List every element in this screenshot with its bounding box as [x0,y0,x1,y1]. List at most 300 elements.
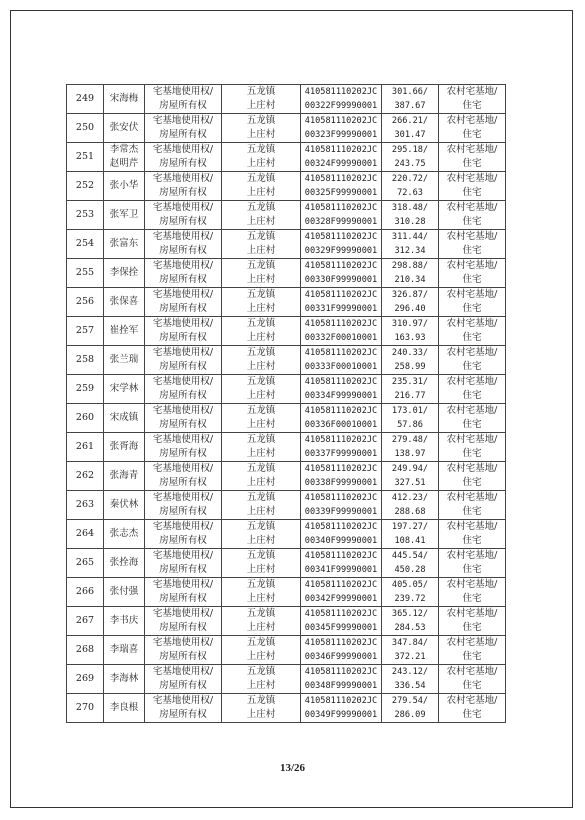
unit-code-cell-line: 410581110202JC [304,464,378,474]
land-use-cell-line: 农村宅基地/ [446,376,498,387]
record-number-cell: 254 [67,230,104,259]
unit-code-cell-line: 00340F99990001 [304,536,378,546]
land-use-cell [439,375,506,404]
location-cell-line: 五龙镇 [246,463,276,474]
area-cell-line: 312.34 [394,246,426,256]
right-type-cell-line: 房屋所有权 [159,564,207,575]
location-cell [222,433,301,462]
area-cell [382,549,439,578]
land-use-cell [439,172,506,201]
right-type-cell-line: 宅基地使用权/ [152,260,214,271]
right-type-cell-line: 房屋所有权 [159,419,207,430]
holder-name-cell-line: 宋成镇 [109,412,139,423]
holder-name-cell-line: 宋学林 [109,383,139,394]
unit-code-cell-line: 410581110202JC [304,348,378,358]
unit-code-cell-line: 00334F99990001 [304,391,378,401]
area-cell-line: 412.23/ [391,493,429,503]
right-type-cell-line: 宅基地使用权/ [152,347,214,358]
location-cell-line: 上庄村 [246,651,276,662]
location-cell-line: 五龙镇 [246,86,276,97]
location-cell-line: 五龙镇 [246,318,276,329]
land-use-cell-line: 住宅 [462,506,482,517]
location-cell-line: 五龙镇 [246,666,276,677]
right-type-cell-line: 宅基地使用权/ [152,434,214,445]
location-cell-line: 五龙镇 [246,289,276,300]
location-cell-line: 五龙镇 [246,173,276,184]
holder-name-cell-line: 张富东 [109,238,139,249]
area-cell [382,201,439,230]
area-cell-line: 235.31/ [391,377,429,387]
record-number-cell: 268 [67,636,104,665]
area-cell [382,520,439,549]
table-row [67,433,506,462]
unit-code-cell-line: 410581110202JC [304,435,378,445]
right-type-cell [145,346,222,375]
area-cell [382,288,439,317]
land-use-cell-line: 住宅 [462,448,482,459]
area-cell [382,317,439,346]
unit-code-cell [301,288,382,317]
right-type-cell-line: 房屋所有权 [159,390,207,401]
holder-name-cell-line: 张兰瑞 [109,354,139,365]
location-cell-line: 五龙镇 [246,144,276,155]
land-use-cell-line: 农村宅基地/ [446,347,498,358]
unit-code-cell [301,172,382,201]
right-type-cell-line: 宅基地使用权/ [152,202,214,213]
right-type-cell [145,317,222,346]
unit-code-cell [301,143,382,172]
land-use-cell-line: 农村宅基地/ [446,608,498,619]
right-type-cell-line: 房屋所有权 [159,709,207,720]
table-row [67,462,506,491]
holder-name-cell-line: 李瑞喜 [109,644,139,655]
land-use-cell-line: 住宅 [462,564,482,575]
land-use-cell [439,201,506,230]
unit-code-cell-line: 410581110202JC [304,145,378,155]
location-cell-line: 上庄村 [246,187,276,198]
unit-code-cell-line: 00330F99990001 [304,275,378,285]
table-row [67,520,506,549]
land-use-cell-line: 住宅 [462,361,482,372]
location-cell-line: 上庄村 [246,390,276,401]
unit-code-cell-line: 410581110202JC [304,580,378,590]
unit-code-cell-line: 410581110202JC [304,638,378,648]
record-number-cell: 250 [67,114,104,143]
holder-name-cell [104,665,145,694]
area-cell-line: 216.77 [394,391,426,401]
table-row [67,172,506,201]
holder-name-cell-line: 李常杰 [109,144,139,155]
location-cell-line: 上庄村 [246,709,276,720]
holder-name-cell [104,491,145,520]
location-cell-line: 五龙镇 [246,521,276,532]
holder-name-cell [104,201,145,230]
right-type-cell [145,549,222,578]
right-type-cell [145,172,222,201]
area-cell-line: 279.48/ [391,435,429,445]
land-use-cell-line: 农村宅基地/ [446,115,498,126]
area-cell [382,375,439,404]
land-use-cell-line: 农村宅基地/ [446,144,498,155]
right-type-cell-line: 房屋所有权 [159,622,207,633]
land-use-cell-line: 农村宅基地/ [446,86,498,97]
record-number-cell: 249 [67,85,104,114]
right-type-cell-line: 宅基地使用权/ [152,550,214,561]
record-number-cell: 263 [67,491,104,520]
right-type-cell [145,462,222,491]
table-row [67,85,506,114]
right-type-cell-line: 房屋所有权 [159,361,207,372]
unit-code-cell [301,375,382,404]
unit-code-cell [301,317,382,346]
right-type-cell-line: 宅基地使用权/ [152,695,214,706]
land-use-cell [439,462,506,491]
land-use-cell-line: 住宅 [462,187,482,198]
land-use-cell-line: 农村宅基地/ [446,231,498,242]
area-cell [382,694,439,723]
land-use-cell-line: 住宅 [462,332,482,343]
area-cell [382,259,439,288]
area-cell [382,346,439,375]
location-cell [222,259,301,288]
right-type-cell-line: 房屋所有权 [159,593,207,604]
unit-code-cell [301,636,382,665]
table-row [67,346,506,375]
unit-code-cell [301,259,382,288]
area-cell-line: 279.54/ [391,696,429,706]
area-cell [382,143,439,172]
location-cell [222,114,301,143]
table-row [67,404,506,433]
area-cell-line: 310.28 [394,217,426,227]
unit-code-cell [301,694,382,723]
table-row [67,694,506,723]
right-type-cell-line: 宅基地使用权/ [152,115,214,126]
holder-name-cell [104,607,145,636]
right-type-cell-line: 房屋所有权 [159,680,207,691]
unit-code-cell-line: 00332F00010001 [304,333,378,343]
record-number-cell: 269 [67,665,104,694]
area-cell-line: 310.97/ [391,319,429,329]
table-row [67,578,506,607]
area-cell-line: 173.01/ [391,406,429,416]
record-number-cell: 270 [67,694,104,723]
unit-code-cell-line: 00323F99990001 [304,130,378,140]
right-type-cell [145,694,222,723]
land-use-cell-line: 农村宅基地/ [446,260,498,271]
area-cell-line: 327.51 [394,478,426,488]
unit-code-cell-line: 00337F99990001 [304,449,378,459]
location-cell [222,491,301,520]
table-row [67,665,506,694]
area-cell-line: 197.27/ [391,522,429,532]
area-cell-line: 288.68 [394,507,426,517]
land-use-cell-line: 住宅 [462,245,482,256]
land-use-cell [439,636,506,665]
unit-code-cell [301,520,382,549]
right-type-cell [145,375,222,404]
right-type-cell-line: 房屋所有权 [159,100,207,111]
location-cell [222,346,301,375]
unit-code-cell-line: 410581110202JC [304,522,378,532]
area-cell-line: 243.12/ [391,667,429,677]
area-cell [382,85,439,114]
unit-code-cell [301,665,382,694]
records-table [66,84,506,723]
location-cell [222,636,301,665]
holder-name-cell-line: 李良根 [109,702,139,713]
right-type-cell-line: 宅基地使用权/ [152,173,214,184]
page-separator: / [290,762,295,774]
land-use-cell [439,607,506,636]
area-cell [382,114,439,143]
area-cell-line: 286.09 [394,710,426,720]
land-use-cell-line: 农村宅基地/ [446,579,498,590]
table-row [67,288,506,317]
right-type-cell [145,636,222,665]
area-cell-line: 295.18/ [391,145,429,155]
holder-name-cell-line: 张军卫 [109,209,139,220]
unit-code-cell-line: 00329F99990001 [304,246,378,256]
land-use-cell-line: 农村宅基地/ [446,434,498,445]
record-number-cell: 265 [67,549,104,578]
area-cell [382,462,439,491]
land-use-cell-line: 住宅 [462,390,482,401]
right-type-cell-line: 房屋所有权 [159,303,207,314]
location-cell-line: 五龙镇 [246,347,276,358]
land-use-cell-line: 农村宅基地/ [446,463,498,474]
unit-code-cell [301,85,382,114]
right-type-cell-line: 宅基地使用权/ [152,579,214,590]
land-use-cell-line: 住宅 [462,593,482,604]
table-row [67,491,506,520]
unit-code-cell-line: 00325F99990001 [304,188,378,198]
land-use-cell-line: 住宅 [462,303,482,314]
unit-code-cell [301,433,382,462]
unit-code-cell-line: 00348F99990001 [304,681,378,691]
unit-code-cell [301,549,382,578]
land-use-cell [439,578,506,607]
record-number-cell: 266 [67,578,104,607]
right-type-cell-line: 宅基地使用权/ [152,405,214,416]
holder-name-cell-line: 李海林 [109,673,139,684]
area-cell [382,491,439,520]
area-cell [382,636,439,665]
location-cell [222,578,301,607]
record-number-cell: 267 [67,607,104,636]
location-cell [222,143,301,172]
page-total: 26 [294,762,306,774]
record-number-cell: 259 [67,375,104,404]
right-type-cell [145,404,222,433]
holder-name-cell-line: 张海青 [109,470,139,481]
right-type-cell-line: 房屋所有权 [159,506,207,517]
location-cell-line: 五龙镇 [246,579,276,590]
location-cell [222,549,301,578]
holder-name-cell [104,694,145,723]
records-table-body [67,85,506,723]
holder-name-cell [104,317,145,346]
area-cell-line: 298.88/ [391,261,429,271]
unit-code-cell-line: 00331F99990001 [304,304,378,314]
right-type-cell-line: 宅基地使用权/ [152,376,214,387]
location-cell-line: 上庄村 [246,332,276,343]
location-cell-line: 五龙镇 [246,202,276,213]
right-type-cell-line: 宅基地使用权/ [152,637,214,648]
holder-name-cell-line: 宋海梅 [109,93,139,104]
land-use-cell [439,317,506,346]
land-use-cell-line: 农村宅基地/ [446,637,498,648]
holder-name-cell-line: 赵明芹 [109,158,139,169]
location-cell-line: 上庄村 [246,680,276,691]
holder-name-cell [104,114,145,143]
holder-name-cell [104,636,145,665]
land-use-cell [439,520,506,549]
area-cell-line: 220.72/ [391,174,429,184]
land-use-cell-line: 住宅 [462,274,482,285]
holder-name-cell-line: 张小华 [109,180,139,191]
land-use-cell [439,346,506,375]
right-type-cell-line: 宅基地使用权/ [152,86,214,97]
holder-name-cell-line: 张付强 [109,586,139,597]
area-cell-line: 210.34 [394,275,426,285]
land-use-cell-line: 住宅 [462,158,482,169]
unit-code-cell [301,578,382,607]
location-cell-line: 上庄村 [246,361,276,372]
land-use-cell [439,491,506,520]
right-type-cell-line: 房屋所有权 [159,245,207,256]
land-use-cell [439,433,506,462]
area-cell-line: 296.40 [394,304,426,314]
record-number-cell: 253 [67,201,104,230]
right-type-cell-line: 房屋所有权 [159,332,207,343]
location-cell-line: 上庄村 [246,506,276,517]
holder-name-cell-line: 张拴海 [109,557,139,568]
right-type-cell [145,201,222,230]
area-cell-line: 301.66/ [391,87,429,97]
unit-code-cell-line: 00336F00010001 [304,420,378,430]
record-number-cell: 258 [67,346,104,375]
right-type-cell-line: 宅基地使用权/ [152,318,214,329]
area-cell-line: 450.28 [394,565,426,575]
area-cell-line: 249.94/ [391,464,429,474]
unit-code-cell-line: 00345F99990001 [304,623,378,633]
unit-code-cell-line: 410581110202JC [304,406,378,416]
location-cell-line: 五龙镇 [246,492,276,503]
record-number-cell: 252 [67,172,104,201]
land-use-cell-line: 住宅 [462,680,482,691]
unit-code-cell-line: 410581110202JC [304,319,378,329]
land-use-cell-line: 农村宅基地/ [446,405,498,416]
holder-name-cell [104,346,145,375]
area-cell-line: 239.72 [394,594,426,604]
location-cell-line: 五龙镇 [246,695,276,706]
land-use-cell-line: 农村宅基地/ [446,173,498,184]
land-use-cell-line: 农村宅基地/ [446,695,498,706]
location-cell [222,201,301,230]
unit-code-cell [301,114,382,143]
table-row [67,143,506,172]
right-type-cell [145,665,222,694]
right-type-cell [145,433,222,462]
location-cell [222,230,301,259]
table-row [67,636,506,665]
right-type-cell [145,259,222,288]
land-use-cell-line: 农村宅基地/ [446,318,498,329]
location-cell [222,317,301,346]
location-cell [222,172,301,201]
holder-name-cell-line: 张胥海 [109,441,139,452]
location-cell-line: 五龙镇 [246,405,276,416]
area-cell-line: 138.97 [394,449,426,459]
right-type-cell-line: 宅基地使用权/ [152,666,214,677]
holder-name-cell [104,230,145,259]
area-cell-line: 365.12/ [391,609,429,619]
holder-name-cell-line: 张志杰 [109,528,139,539]
location-cell [222,694,301,723]
area-cell-line: 240.33/ [391,348,429,358]
right-type-cell-line: 房屋所有权 [159,535,207,546]
location-cell [222,665,301,694]
unit-code-cell [301,201,382,230]
right-type-cell [145,578,222,607]
area-cell-line: 318.48/ [391,203,429,213]
land-use-cell-line: 住宅 [462,535,482,546]
land-use-cell [439,694,506,723]
table-row [67,317,506,346]
area-cell-line: 326.87/ [391,290,429,300]
land-use-cell-line: 住宅 [462,419,482,430]
page-current: 13 [279,762,291,774]
page-number [0,762,585,774]
area-cell-line: 108.41 [394,536,426,546]
area-cell-line: 347.84/ [391,638,429,648]
unit-code-cell-line: 410581110202JC [304,551,378,561]
right-type-cell [145,230,222,259]
holder-name-cell [104,404,145,433]
unit-code-cell [301,346,382,375]
unit-code-cell-line: 410581110202JC [304,87,378,97]
land-use-cell-line: 农村宅基地/ [446,492,498,503]
land-use-cell-line: 住宅 [462,216,482,227]
location-cell-line: 五龙镇 [246,260,276,271]
holder-name-cell [104,549,145,578]
area-cell-line: 372.21 [394,652,426,662]
land-use-cell-line: 农村宅基地/ [446,202,498,213]
location-cell-line: 上庄村 [246,622,276,633]
holder-name-cell-line: 李保拴 [109,267,139,278]
holder-name-cell [104,259,145,288]
land-use-cell-line: 农村宅基地/ [446,666,498,677]
holder-name-cell [104,143,145,172]
location-cell-line: 上庄村 [246,535,276,546]
unit-code-cell-line: 00328F99990001 [304,217,378,227]
location-cell [222,462,301,491]
right-type-cell [145,607,222,636]
unit-code-cell-line: 410581110202JC [304,290,378,300]
location-cell-line: 上庄村 [246,158,276,169]
area-cell-line: 284.53 [394,623,426,633]
table-row [67,201,506,230]
area-cell-line: 387.67 [394,101,426,111]
area-cell [382,578,439,607]
unit-code-cell [301,230,382,259]
right-type-cell-line: 房屋所有权 [159,274,207,285]
right-type-cell-line: 房屋所有权 [159,158,207,169]
unit-code-cell-line: 00324F99990001 [304,159,378,169]
land-use-cell-line: 住宅 [462,651,482,662]
right-type-cell-line: 房屋所有权 [159,651,207,662]
